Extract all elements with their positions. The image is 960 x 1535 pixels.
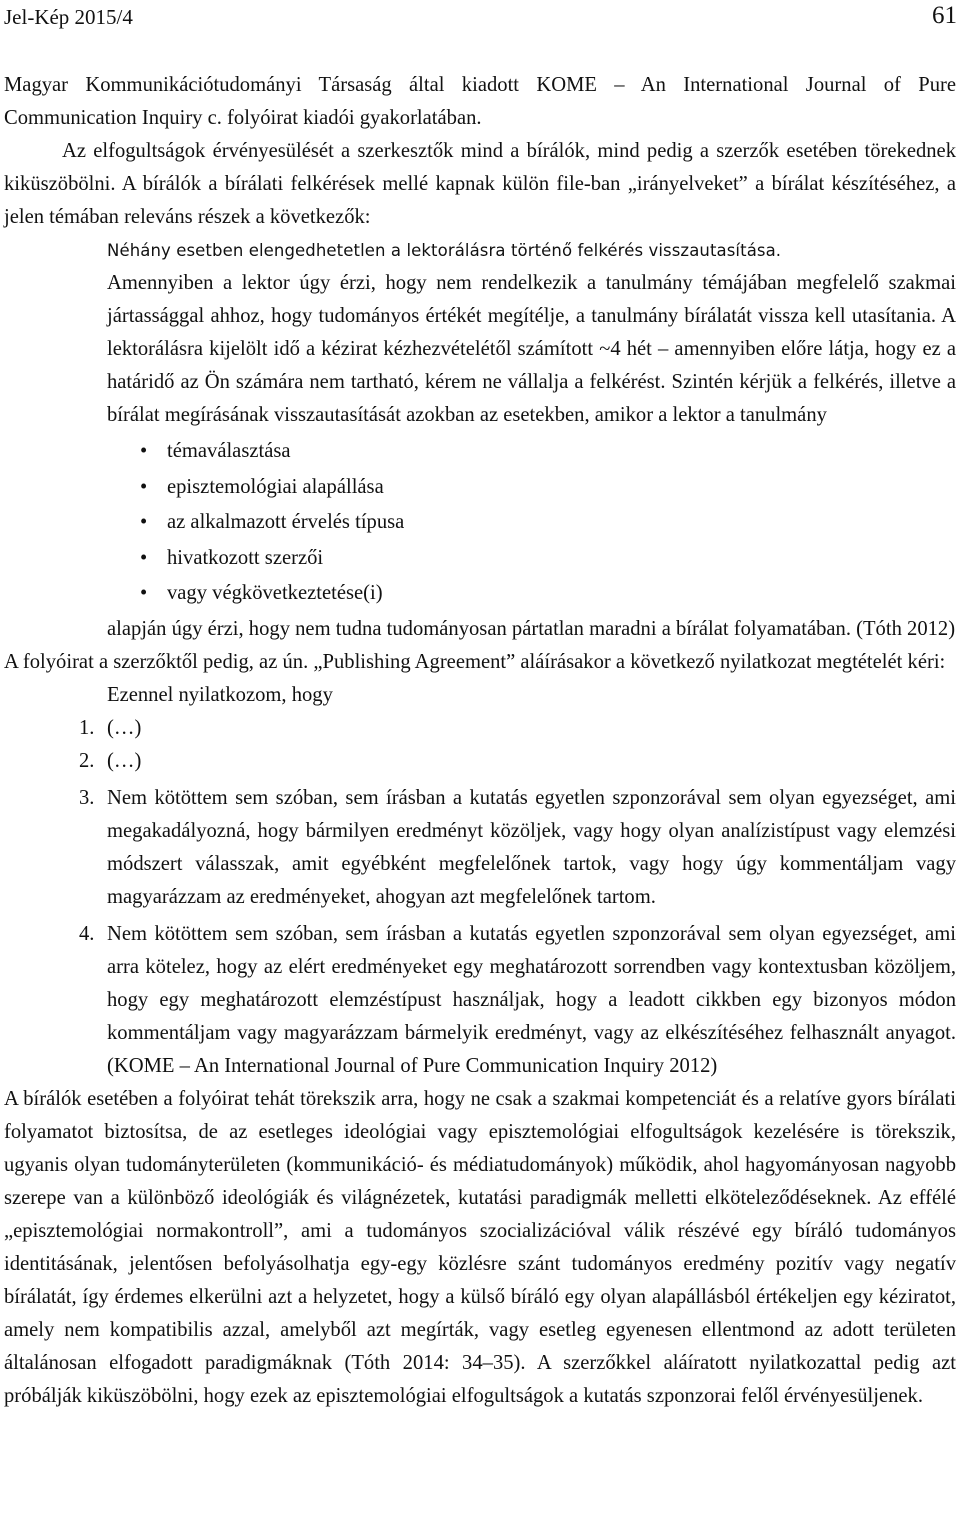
list-item-text: témaválasztása — [167, 440, 291, 462]
list-item — [107, 576, 956, 612]
paragraph-intro: Magyar Kommunikációtudományi Társaság által kiadott KOME – An International Journal of Pure Communication Inquiry c. folyóirat kiadói gyakorlatában. — [4, 74, 956, 129]
item-number: 1. — [79, 716, 95, 739]
declaration-intro: Ezennel nyilatkozom, hogy — [107, 683, 333, 706]
declaration-item — [79, 782, 956, 914]
declaration-item — [79, 745, 956, 778]
bullet-glyph: • — [140, 475, 148, 498]
bullet-glyph: • — [140, 511, 148, 533]
list-item-text: vagy végkövetkeztetése(i) — [167, 582, 383, 604]
declaration-intro-block — [107, 679, 956, 712]
item-text: (…) — [107, 716, 142, 739]
item-number: 4. — [79, 922, 95, 945]
item-text: Nem kötöttem sem szóban, sem írásban a kutatás egyetlen szponzorával sem olyan egyezséget, ami arra kötelez, hogy az elért eredményeket egy meghatározott sorrendben vagy kontextusban közöljem, hogy egy meghatározott elemzéstípust használjak, hogy a leadott cikkben egy bizonyos módon kommentáljam vagy magyarázzam bármelyik eredményt, vagy az elkészítéséhez felhasznált anyagot. (KOME – An International Journal of Pure Communication Inquiry 2012) — [107, 922, 956, 1077]
list-item-text: hivatkozott szerzői — [167, 546, 324, 569]
declaration-item — [79, 712, 956, 745]
list-item — [107, 505, 956, 541]
reviewer-guidelines-quote — [107, 234, 956, 432]
bullet-glyph: • — [140, 582, 148, 604]
quote-body: Amennyiben a lektor úgy érzi, hogy nem rendelkezik a tanulmány témájában megfelelő szakmai jártassággal ahhoz, hogy tudományos értékét megítélje, a tanulmány bírálatát vissza kell utasítania. A lektorálásra kijelölt idő a kézirat kézhezvételétől számított ~4 hét – amennyiben előre látja, hogy ez a határidő az Ön számára nem tartható, kérem ne vállalja a felkérést. Szintén kérjük a felkérés, illetve a bírálat megírásának visszautasítását azokban az esetekben, amikor a lektor a tanulmány — [107, 272, 956, 426]
list-item — [107, 434, 956, 470]
declaration-item — [79, 918, 956, 1083]
paragraph-conclusion: A bírálók esetében a folyóirat tehát törekszik arra, hogy ne csak a szakmai kompetenciát és a relatíve gyors bírálati folyamatot biztosítsa, de az esetleges ideológiai vagy episztemológiai elfogultságok kezelésére is törekszik, ugyanis olyan tudományterületen (kommunikáció- és médiatudományok) működik, ahol hagyományosan nagyobb szerepe van a különböző ideológiák és világnézetek, kutatási paradigmák melletti elköteleződéseknek. Az effélé „episztemológiai normakontroll”, ami a tudományos szocializációval válik részévé egy bíráló tudományos identitásának, jelentősen befolyásolhatja egy-egy közlésre szánt tudományos eredmény pozitív vagy negatív bírálatát, így érdemes elkerülni azt a helyzetet, hogy a külső bíráló egy olyan alapállásból értékeljen egy kéziratot, amely nem kompatibilis azzal, amelyből azt megírták, vagy esetleg egyenesen ellentmond az adott területen általánosan elfogadott paradigmáknak (Tóth 2014: 34–35). A szerzőkkel aláíratott nyilatkozattal pedig azt próbálják kiküszöbölni, hogy ezek az episztemológiai elfogultságok a kutatás szponzorai felől érvényesüljenek. — [4, 1087, 956, 1407]
item-number: 2. — [79, 749, 95, 772]
running-header — [0, 0, 960, 40]
item-number: 3. — [79, 786, 95, 809]
declaration-list — [4, 712, 956, 1083]
bullet-glyph: • — [140, 546, 148, 569]
bullet-list — [4, 434, 956, 612]
list-item — [107, 541, 956, 577]
quote-first-sentence: Néhány esetben elengedhetetlen a lektorálásra történő felkérés visszautasítása. — [107, 241, 782, 260]
page-body — [4, 69, 956, 1413]
list-item-text: episztemológiai alapállása — [167, 475, 384, 498]
item-text: Nem kötöttem sem szóban, sem írásban a kutatás egyetlen szponzorával sem olyan egyezséget, ami megakadályozná, hogy bármilyen eredményt közöljek, vagy hogy olyan analízistípust vagy elemzési módszert válasszak, amit egyébként megfelelőnek tartok, vagy hogy úgy kommentáljam vagy magyarázzam az eredményeket, ahogyan azt megfelelőnek tartom. — [107, 786, 956, 908]
quote-conclusion: alapján úgy érzi, hogy nem tudna tudományosan pártatlan maradni a bírálat folyamatában. (Tóth 2012) — [107, 617, 956, 640]
paragraph-agreement: A folyóirat a szerzőktől pedig, az ún. „Publishing Agreement” aláírásakor a következő nyilatkozat megtételét kéri: — [4, 650, 946, 673]
item-text: (…) — [107, 749, 142, 772]
paragraph-bias: Az elfogultságok érvényesülését a szerkesztők mind a bírálók, mind pedig a szerzők esetében törekednek kiküszöbölni. A bírálók a bírálati felkérések mellé kapnak külön file-ban „irányelveket” a bírálat készítéséhez, a jelen témában releváns részek a következők: — [4, 140, 956, 228]
page-number: 61 — [932, 2, 957, 29]
quote-conclusion-block — [107, 613, 956, 646]
list-item-text: az alkalmazott érvelés típusa — [167, 511, 405, 533]
bullet-glyph: • — [140, 440, 148, 462]
list-item — [107, 470, 956, 506]
journal-issue: Jel-Kép 2015/4 — [4, 5, 133, 29]
